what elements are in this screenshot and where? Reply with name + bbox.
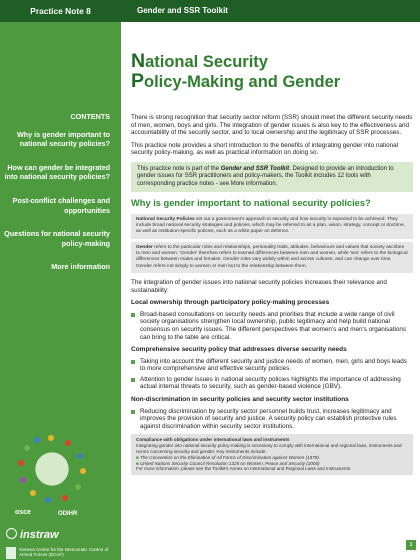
main-content — [131, 114, 413, 475]
subheading-local-ownership: Local ownership through participatory policy-making processes — [131, 299, 330, 307]
def-text-nsp: set out a government's approach to security and how security is expected to be achieved. They include broad national security strategies and policies, which may be referred to as a plan, vision, strategy, concept or doctrine, as well as institution-specific policies, such as a white paper on defence. — [136, 216, 405, 235]
partner-logos — [0, 425, 121, 560]
un-emblem-icon — [6, 528, 17, 539]
contents-item-why[interactable]: Why is gender important to national security policies? — [16, 129, 110, 149]
practice-note-label: Practice Note 8 — [0, 0, 121, 22]
contents-item-how[interactable]: How can gender be integrated into national security policies? — [4, 162, 110, 182]
section-heading: Why is gender important to national security policies? — [131, 197, 371, 208]
toolkit-label: Gender and SSR Toolkit — [121, 0, 420, 22]
list-item — [131, 408, 413, 431]
contents-item-post-conflict[interactable]: Post-conflict challenges and opportunities — [12, 195, 110, 215]
list-item-text: Attention to gender issues in national security policies highlights the importance of addressing actual internal threats to security, such as gender-based violence (GBV). — [140, 375, 401, 391]
dcaf-name: Geneva Centre for the Democratic Control of Armed Forces (DCAF) — [19, 547, 109, 558]
bullet-icon — [131, 360, 135, 364]
intro-paragraph-1: There is strong recognition that security sector reform (SSR) should meet the different security needs of men, women, boys and girls. The integration of gender issues is also key to the effectiveness and accountability of the security sector, and to local ownership and the legitimacy of SSR processes. — [131, 114, 413, 137]
toolkit-info-emphasis: Gender and SSR Toolkit — [220, 165, 290, 172]
compliance-item-text: United Nations Security Council Resolution 1325 on Women, Peace and Security (2000) — [140, 460, 320, 466]
subheading-comprehensive: Comprehensive security policy that addresses diverse security needs — [131, 346, 347, 354]
page-title — [131, 52, 415, 92]
title-cap-2: P — [131, 70, 145, 92]
bullet-list-3 — [131, 408, 413, 431]
toolkit-info-box — [131, 162, 413, 192]
bullet-list-2 — [131, 358, 413, 391]
bullet-icon: ■ — [136, 454, 141, 460]
def-term-gender: Gender — [136, 244, 153, 250]
compliance-heading: Compliance with obligations under international laws and instruments — [136, 437, 290, 443]
title-cap-1: N — [131, 50, 146, 72]
osce-logo: osce — [15, 509, 31, 516]
bullet-icon — [131, 313, 135, 317]
bullet-icon — [131, 410, 135, 414]
list-item-text: Broad-based consultations on security needs and priorities that include a wide range of civil society organisations strengthen local ownership, public legitimacy and help build national consensus on security issues. The different perspectives that women's and men's organisations can bring to the table are critical. — [140, 310, 407, 341]
contents-item-questions[interactable]: Questions for national security policy-making — [4, 229, 110, 248]
def-term-nsp: National Security Policies — [136, 216, 195, 222]
toolkit-info-post: . Designed to provide an introduction to gender issues for SSR practitioners and policy-makers, the Toolkit includes 12 tools with corresponding practice notes - see More information. — [137, 165, 394, 187]
compliance-item-text: The Convention on the Elimination of All Forms of Discrimination against Women (1979) — [140, 454, 319, 460]
table-of-contents — [0, 112, 121, 286]
list-item — [131, 358, 413, 373]
definition-box-nsp — [131, 214, 413, 239]
dcaf-emblem-icon — [6, 547, 16, 559]
toolkit-info-pre: This practice note is part of the — [137, 165, 221, 172]
relevance-intro: The integration of gender issues into national security policies increases their relevance and sustainability: — [131, 278, 387, 294]
circle-logo-icon — [18, 435, 86, 503]
list-item — [131, 311, 413, 341]
definition-box-gender — [131, 242, 413, 273]
compliance-box — [131, 434, 413, 475]
compliance-text: Integrating gender into national security policy-making is necessary to comply with international and regional laws, instruments and norms concerning security and gender. Key instruments include: — [136, 443, 402, 455]
bullet-list-1 — [131, 311, 413, 341]
intro-paragraph-2: This practice note provides a short introduction to the benefits of integrating gender into national security policy-making, as well as practical information on doing so. — [131, 141, 399, 157]
contents-item-more-info[interactable]: More information — [51, 262, 110, 272]
title-line-1: ational Security — [145, 53, 268, 71]
list-item-text: Taking into account the different security and justice needs of women, men, girls and boys leads to more comprehensive and effective security policies. — [140, 357, 407, 373]
title-line-2: olicy-Making and Gender — [144, 73, 341, 91]
list-item — [131, 376, 413, 391]
odihr-logo: ODIHR — [58, 511, 78, 517]
list-item-text: Reducing discrimination by security sector personnel builds trust, increases legitimacy and improves the provision of security and justice. A security policy can establish protective rules against discrimination within security sector institutions. — [140, 407, 397, 430]
instraw-logo: instraw — [20, 529, 59, 541]
def-text-gender: refers to the particular roles and relationships, personality traits, attitudes, behaviours and values that society ascribes to men and women. 'Gender' therefore refers to learned differences between men and women, while 'sex' refers to the biological differences between males and females. Gender roles vary widely within and across cultures, and can change over time. Gender refers not simply to women or men but to the relationship between them. — [136, 244, 408, 269]
bullet-icon — [131, 378, 135, 382]
page-number: 1 — [406, 540, 416, 550]
bullet-icon: ■ — [136, 460, 141, 466]
compliance-tail: For more information, please see the Toolkit's Annex on International and Regional Laws and Instruments. — [136, 466, 352, 472]
subheading-non-discrimination: Non-discrimination in security policies and security sector institutions — [131, 396, 349, 404]
contents-heading: CONTENTS — [70, 112, 110, 121]
